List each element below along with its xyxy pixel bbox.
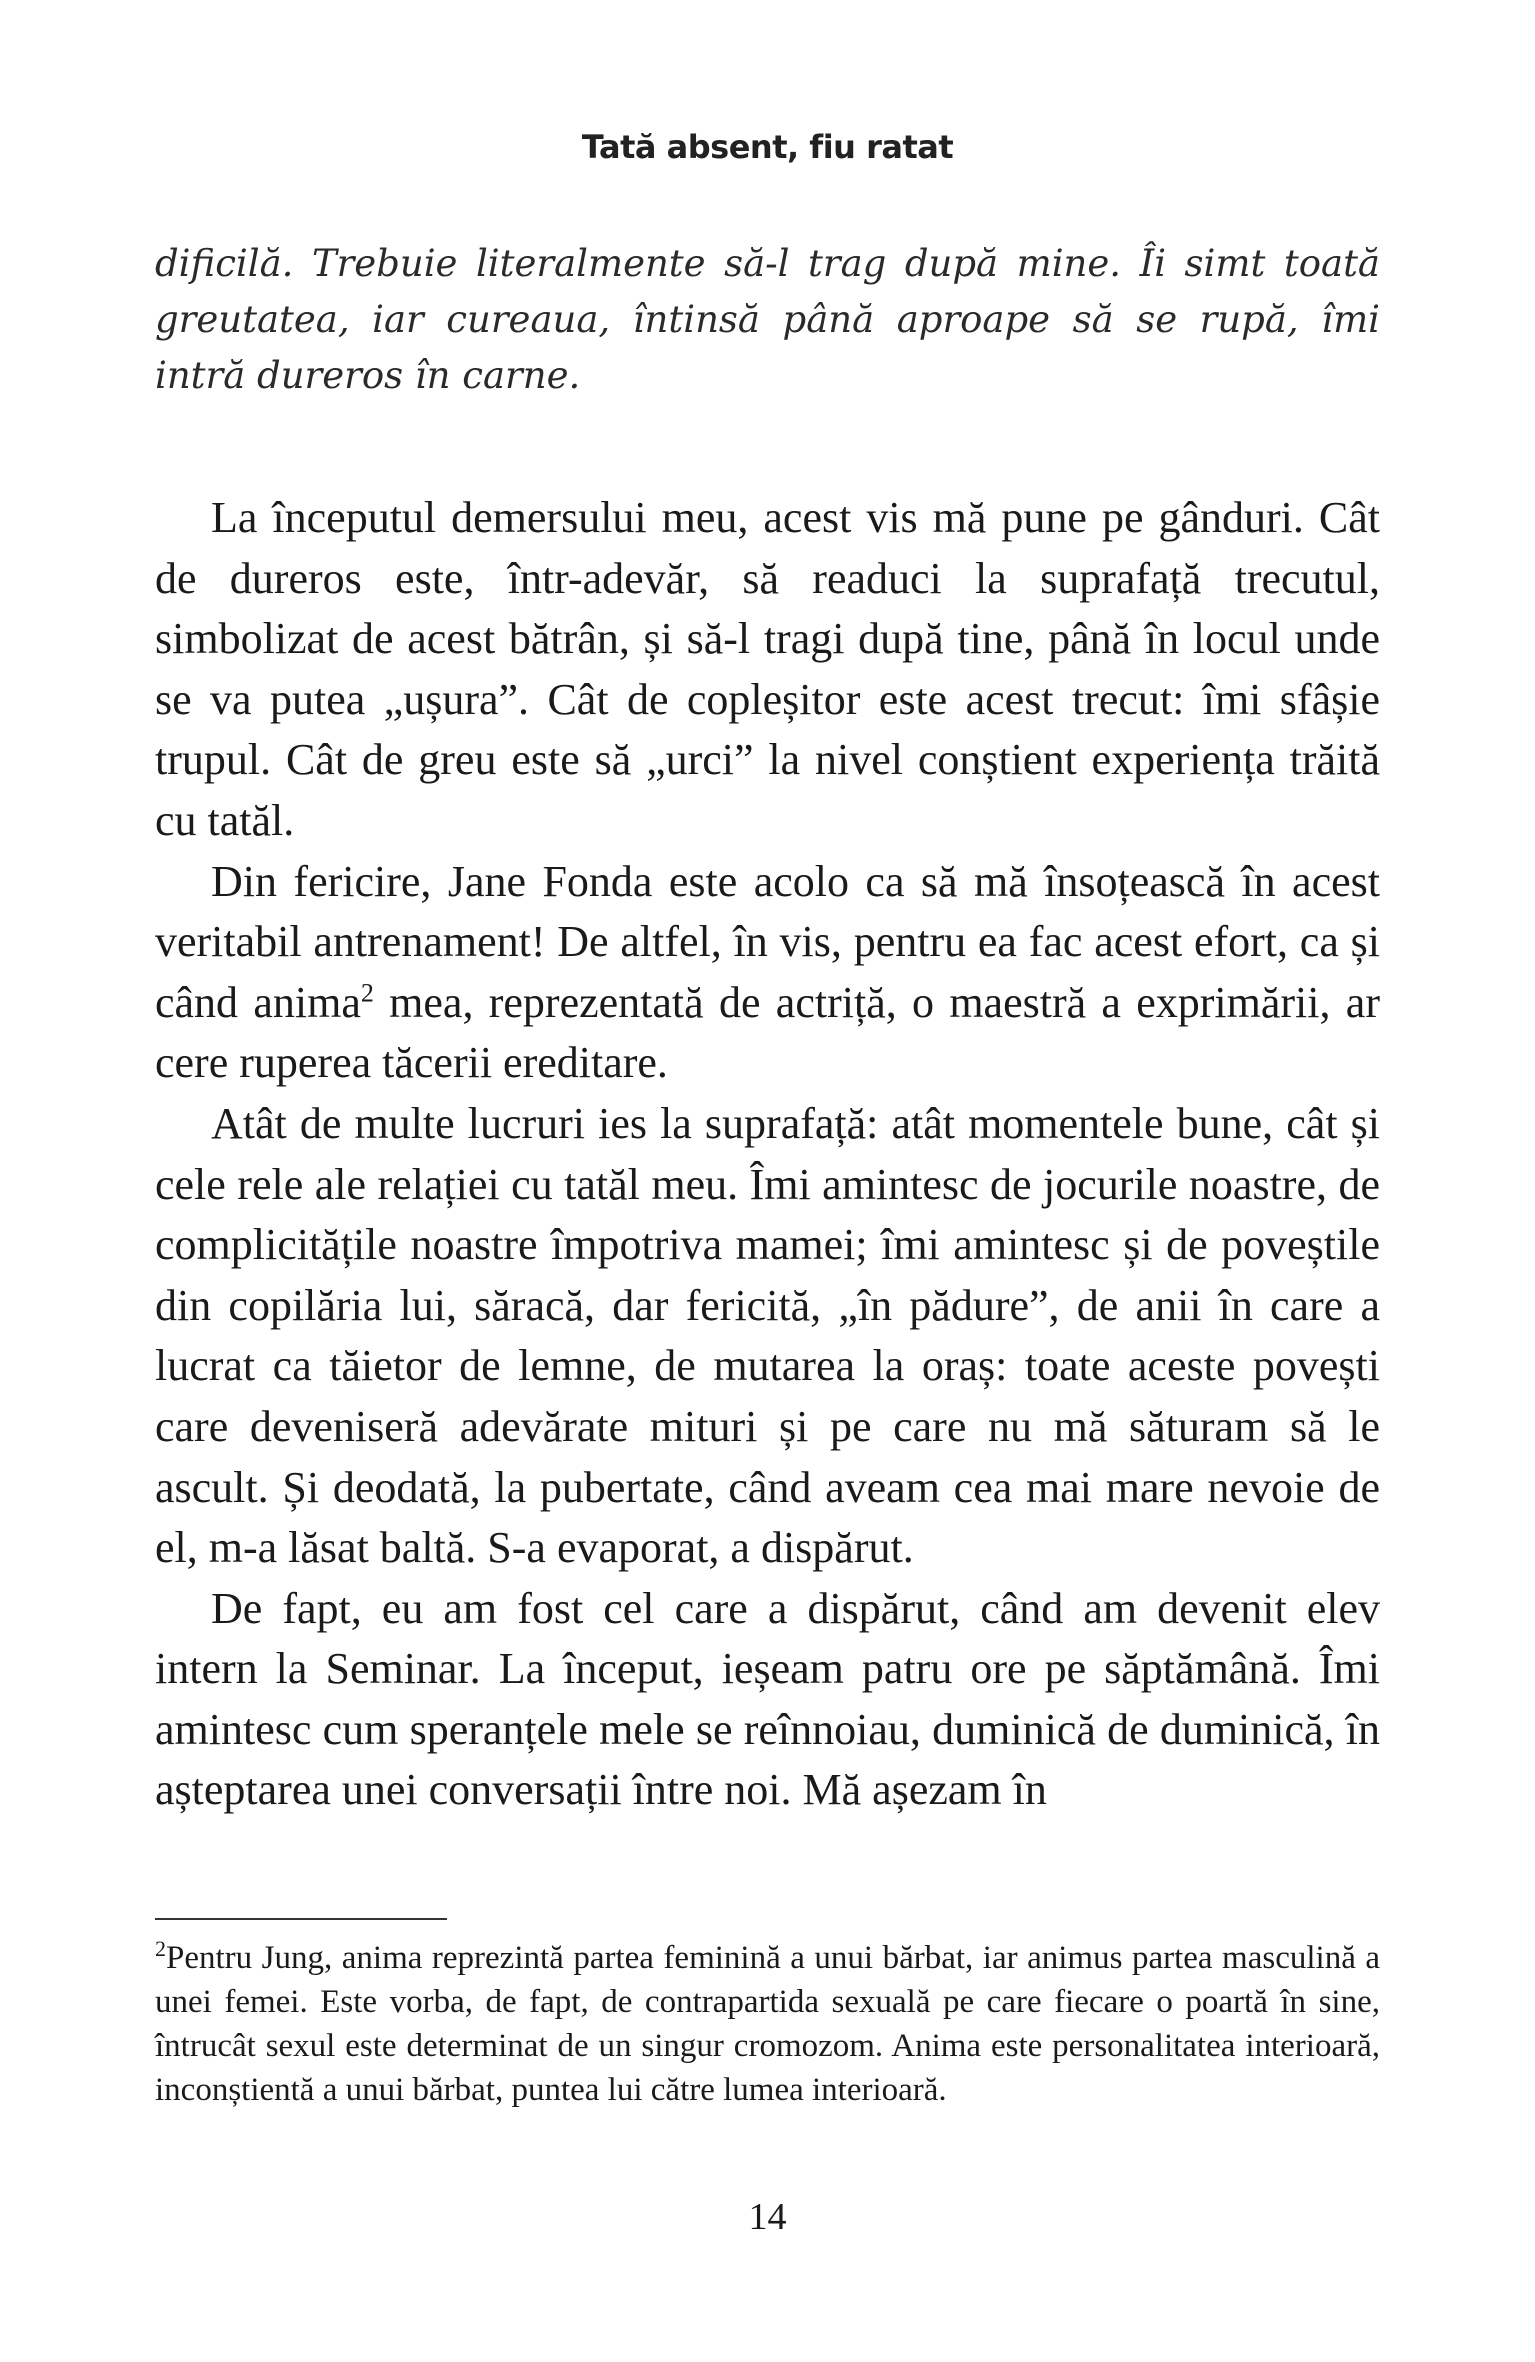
paragraph-3: Atât de multe lucruri ies la suprafață: atât momentele bune, cât și cele rele ale relației cu tatăl meu. Îmi amintesc de jocurile noastre, de complicitățile noastre împotriva mamei; îmi amintesc și de poveștile din copilăria lui, săracă, dar fericită, „în pădure”, de anii în care a lucrat ca tăietor de lemne, de mutarea la oraș: toate aceste povești care deveniseră adevărate mituri și pe care nu mă săturam să le ascult. Și deodată, la pubertate, când aveam cea mai mare nevoie de el, m-a lăsat baltă. S-a evaporat, a dispărut. xyxy=(155,1098,1380,1573)
paragraph-2-start: Din fericire, Jane Fonda este acolo ca să mă însoțească în acest veritabil antrenament! De altfel, în vis, pentru ea fac acest efort, ca și când anima xyxy=(155,856,1380,1027)
running-header: Tată absent, fiu ratat xyxy=(581,128,954,166)
book-page xyxy=(155,0,1380,2362)
page-number: 14 xyxy=(748,2196,787,2238)
footnote-reference: 2 xyxy=(360,978,374,1008)
paragraph-1: La începutul demersului meu, acest vis mă pune pe gânduri. Cât de dureros este, într-adevăr, să readuci la suprafață trecutul, simbolizat de acest bătrân, și să-l tragi după tine, până în locul unde se va putea „ușura”. Cât de copleșitor este acest trecut: îmi sfâșie trupul. Cât de greu este să „urci” la nivel conștient experiența trăită cu tatăl. xyxy=(155,493,1380,845)
paragraph-2 xyxy=(155,852,1380,1094)
paragraph-4: De fapt, eu am fost cel care a dispărut, când am devenit elev intern la Seminar. La început, ieșeam patru ore pe săptămână. Îmi amintesc cum speranțele mele se reînnoiau, duminică de duminică, în așteptarea unei conversații între noi. Mă așezam în xyxy=(155,1583,1380,1815)
footnote xyxy=(155,1936,1380,2112)
footnote-text: Pentru Jung, anima reprezintă partea feminină a unui bărbat, iar animus partea masculină a unei femei. Este vorba, de fapt, de contrapartida sexuală pe care fiecare o poartă în sine, întrucât sexul este determinat de un singur cromozom. Anima este personalitatea interioară, inconștientă a unui bărbat, puntea lui către lumea interioară. xyxy=(155,1940,1380,2108)
dream-excerpt: dificilă. Trebuie literalmente să-l trag după mine. Îi simt toată greutatea, iar cureaua, întinsă până aproape să se rupă, îmi intră dureros în carne. xyxy=(155,242,1380,397)
paragraph-2-end: mea, reprezentată de actriță, o maestră a exprimării, ar cere ruperea tăcerii ereditare. xyxy=(155,977,1380,1088)
footnote-marker: 2 xyxy=(155,1936,166,1961)
footnote-divider xyxy=(155,1918,447,1920)
body-text xyxy=(155,488,1380,1821)
